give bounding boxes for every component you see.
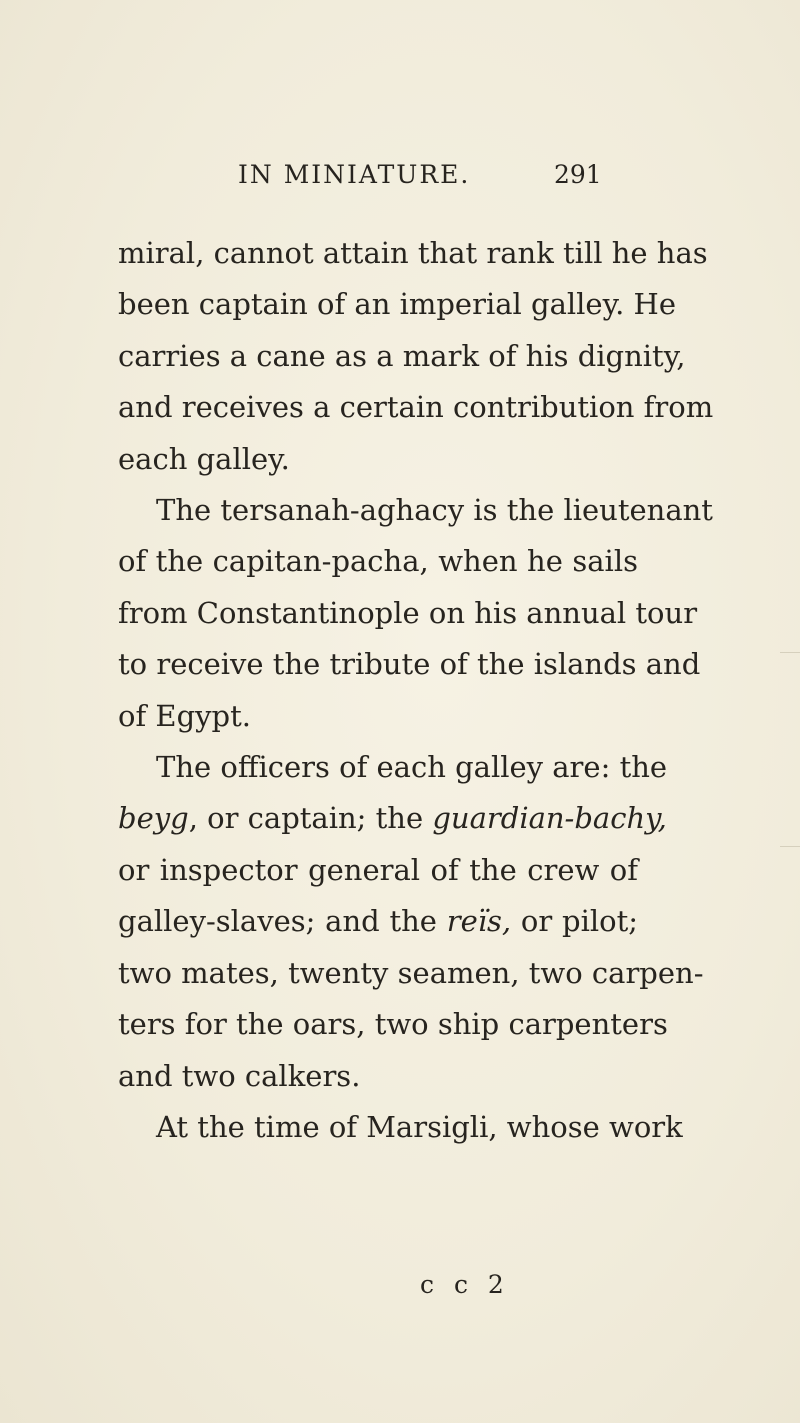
text-line: carries a cane as a mark of his dignity, [118, 338, 686, 373]
text-line: been captain of an imperial galley. He [118, 287, 676, 322]
text-line: each galley. [118, 441, 290, 476]
text-run: or pilot; [511, 904, 638, 939]
text-line: ters for the oars, two ship carpenters [118, 1007, 668, 1042]
text-line: The tersanah-aghacy is the lieutenant [156, 493, 713, 528]
paragraph-2 [118, 485, 713, 742]
page-edge-shadow [780, 846, 800, 847]
text-line: or inspector general of the crew of [118, 852, 638, 887]
italic-term-reis: reïs, [446, 904, 512, 939]
text-line: of Egypt. [118, 698, 251, 733]
text-run: , or captain; the [188, 801, 433, 836]
running-head [0, 160, 800, 196]
body-text [118, 228, 714, 1153]
italic-term-guardian-bachy: guardian-bachy, [432, 801, 667, 836]
page-edge-shadow [780, 652, 800, 653]
text-line: The officers of each galley are: the [156, 750, 668, 785]
text-line [118, 793, 667, 844]
paragraph-3 [118, 742, 704, 1102]
text-line: two mates, twenty seamen, two carpen- [118, 955, 704, 990]
paragraph-1 [118, 228, 714, 485]
running-title: IN MINIATURE. [238, 160, 471, 189]
text-line: and two calkers. [118, 1058, 361, 1093]
text-line: and receives a certain contribution from [118, 390, 714, 425]
page-number: 291 [554, 160, 602, 189]
text-line [118, 896, 638, 947]
text-line: At the time of Marsigli, whose work [156, 1109, 683, 1144]
text-line: of the capitan-pacha, when he sails [118, 544, 638, 579]
italic-term-beyg: beyg [118, 801, 189, 836]
text-run: galley-slaves; and the [118, 904, 447, 939]
paragraph-4 [118, 1102, 683, 1153]
text-line: to receive the tribute of the islands and [118, 647, 701, 682]
text-line: miral, cannot attain that rank till he has [118, 236, 708, 270]
text-line: from Constantinople on his annual tour [118, 595, 698, 630]
signature-mark: c c 2 [420, 1270, 510, 1299]
